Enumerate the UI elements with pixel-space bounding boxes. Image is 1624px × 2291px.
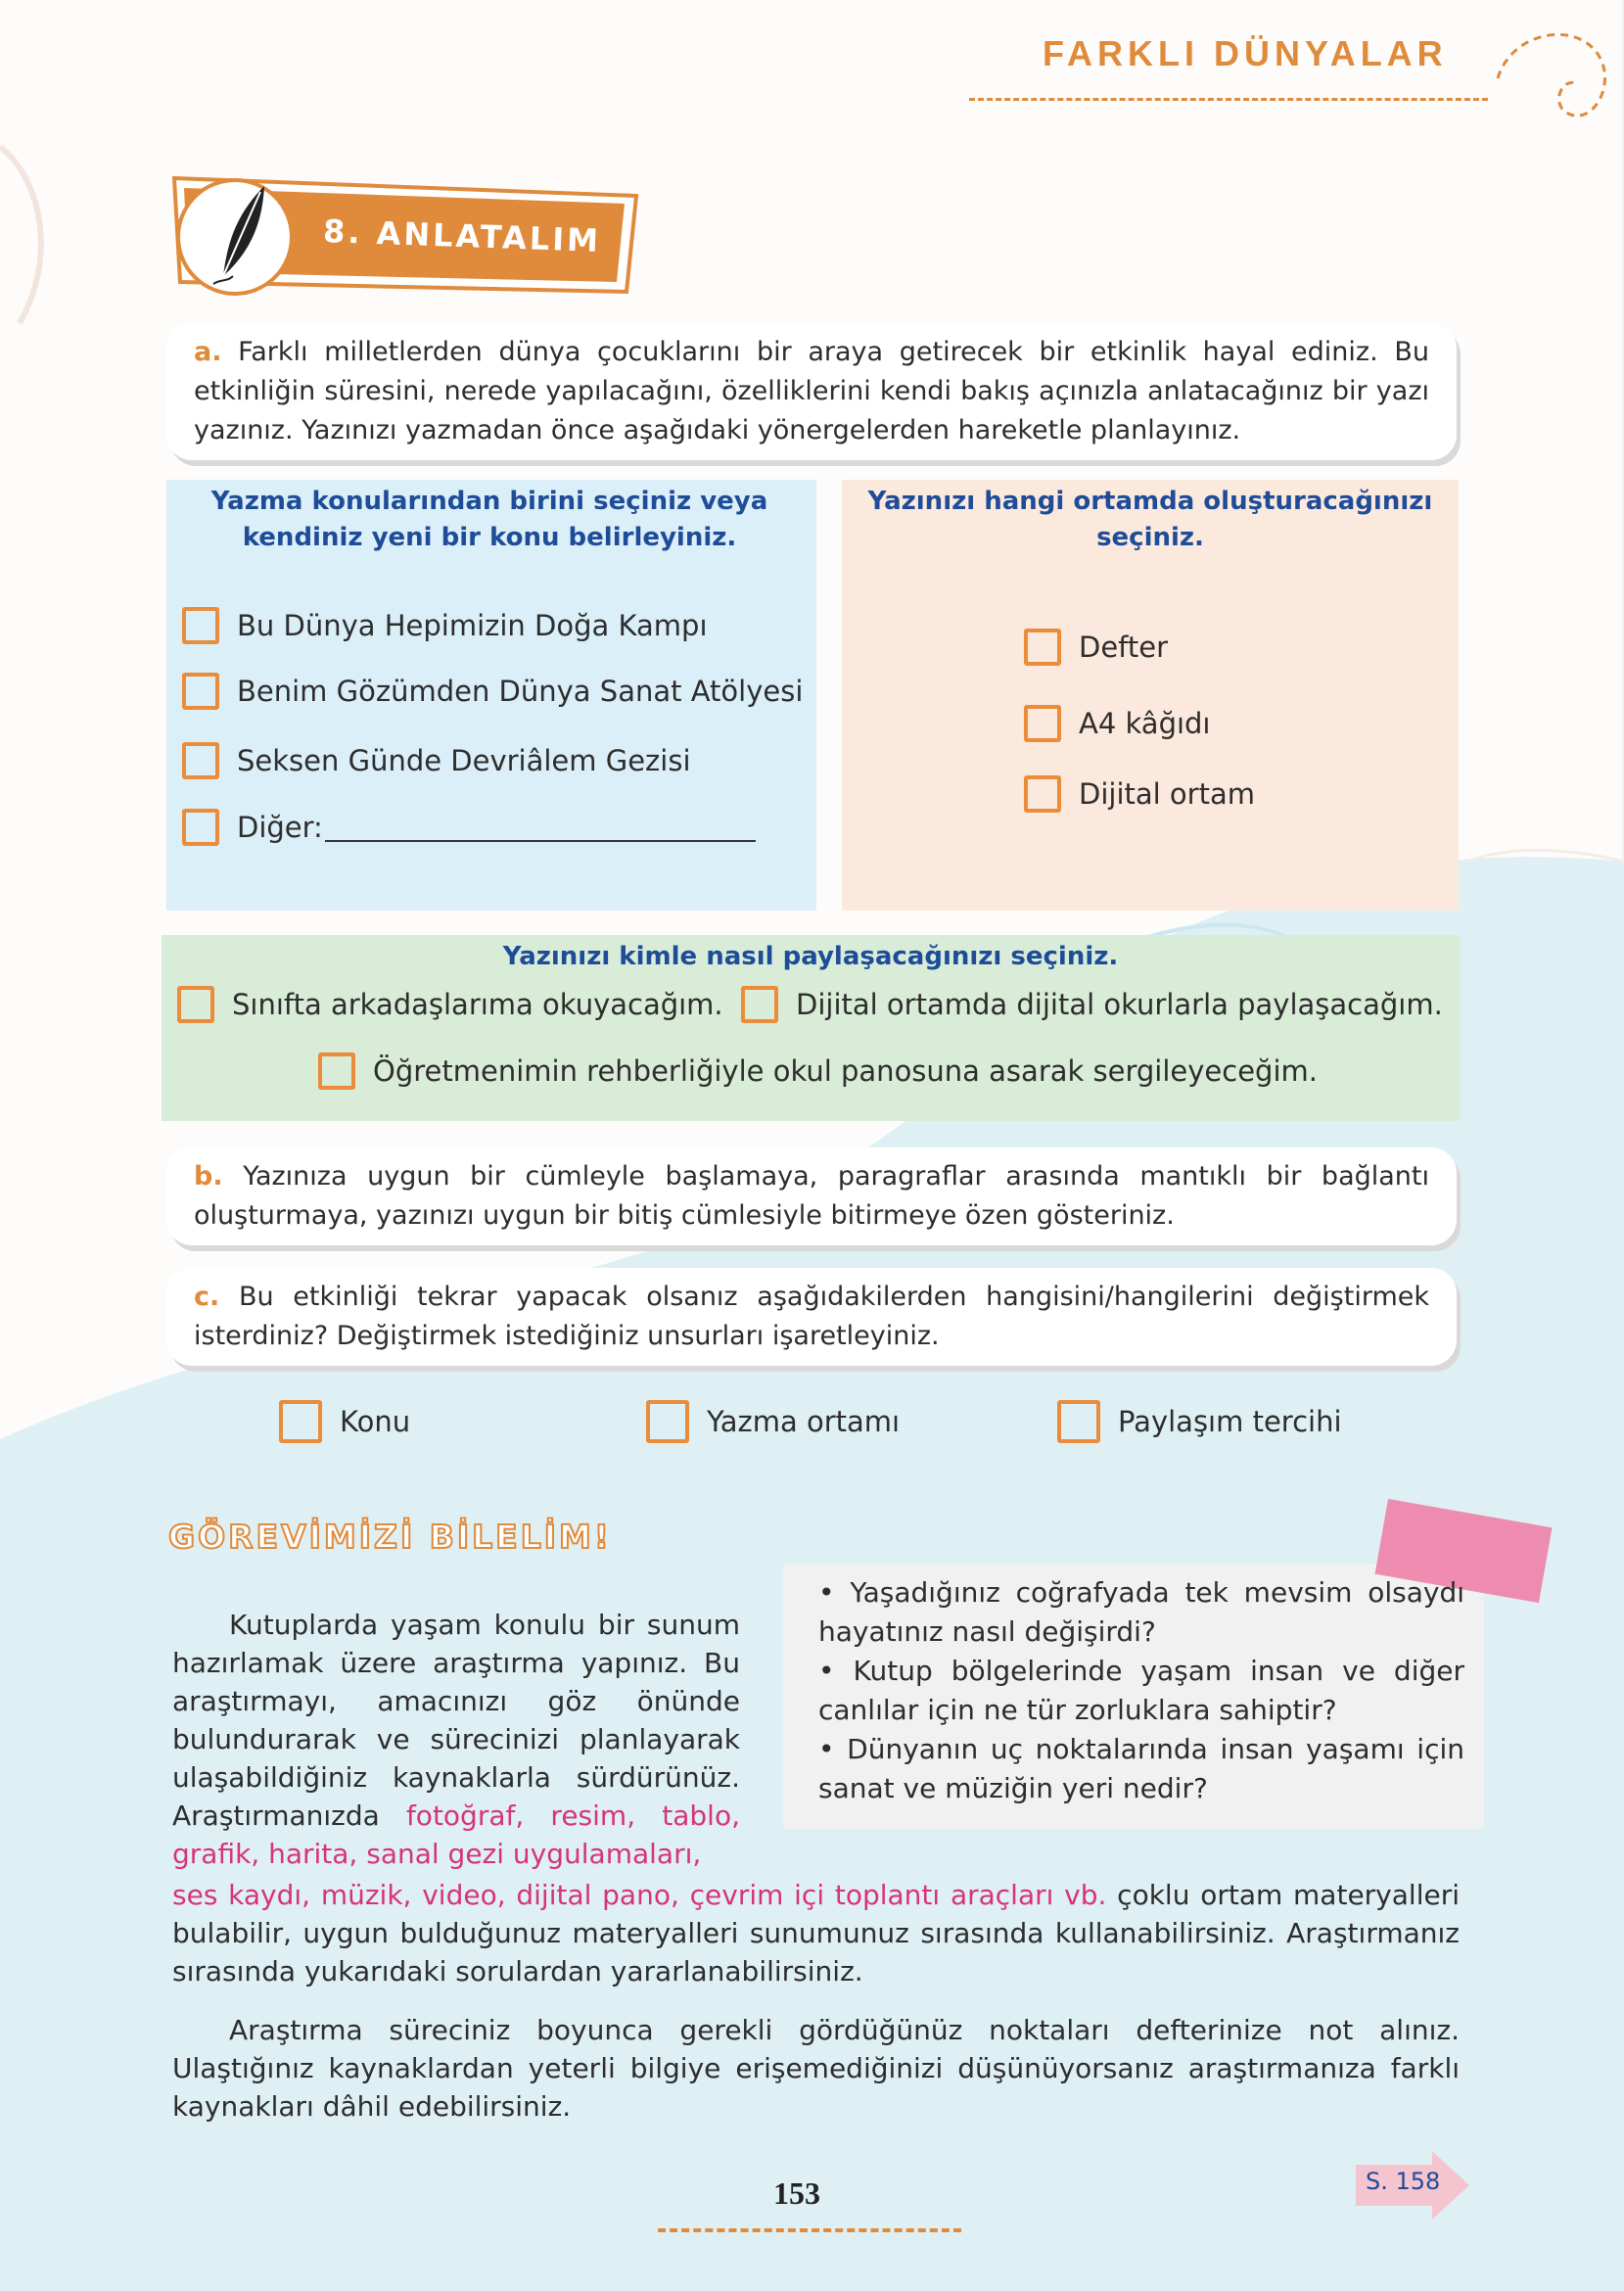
share-option-3[interactable] bbox=[318, 1052, 1318, 1090]
media-list-highlight: ses kaydı, müzik, video, dijital pano, çevrim içi toplantı araçları vb. bbox=[172, 1879, 1107, 1911]
checkbox[interactable] bbox=[279, 1400, 322, 1443]
checkbox[interactable] bbox=[1024, 629, 1061, 666]
change-option-sharing[interactable] bbox=[1057, 1400, 1342, 1443]
task-heading: GÖREVİMİZİ BİLELİM! bbox=[168, 1518, 612, 1556]
media-list-highlight: fotoğraf, resim, tablo, grafik, harita, sanal gezi uygulamaları, bbox=[172, 1800, 740, 1870]
footer-dashed-line bbox=[658, 2228, 961, 2232]
task-paragraph-2 bbox=[172, 2011, 1460, 2126]
task-paragraph-1-start bbox=[172, 1606, 740, 1873]
option-label: Dijital ortamda dijital okurlarla paylaşacağım. bbox=[796, 988, 1443, 1021]
section-c-card bbox=[166, 1268, 1457, 1366]
task-paragraph-1-end bbox=[172, 1876, 1460, 1990]
medium-option-2[interactable] bbox=[1024, 705, 1211, 742]
change-option-topic[interactable] bbox=[279, 1400, 410, 1443]
question-list bbox=[818, 1573, 1464, 1808]
medium-option-3[interactable] bbox=[1024, 775, 1255, 813]
question-item: • Yaşadığınız coğrafyada tek mevsim olsaydı hayatınız nasıl değişirdi? bbox=[818, 1576, 1464, 1648]
option-label: Öğretmenimin rehberliğiyle okul panosuna asarak sergileyeceğim. bbox=[373, 1054, 1318, 1088]
section-c-letter: c. bbox=[194, 1282, 220, 1312]
activity-number: 8. ANLATALIM bbox=[322, 212, 602, 259]
question-item: • Dünyanın uç noktalarında insan yaşamı için sanat ve müziğin yeri nedir? bbox=[818, 1733, 1464, 1804]
section-a-text: Farklı milletlerden dünya çocuklarını bir araya getirecek bir etkinlik hayal ediniz. Bu etkinliğin süresini, nerede yapılacağını, özelliklerini kendi bakış açınızla anlatacağınız bir yazı yazınız. Yazınızı yazmadan önce aşağıdaki yönergelerden hareketle planlayınız. bbox=[194, 337, 1429, 445]
section-a-letter: a. bbox=[194, 337, 222, 367]
share-box bbox=[162, 935, 1460, 1121]
checkbox[interactable] bbox=[1057, 1400, 1100, 1443]
share-option-1[interactable] bbox=[177, 986, 723, 1023]
option-label: Dijital ortam bbox=[1079, 777, 1255, 811]
checkbox[interactable] bbox=[1024, 705, 1061, 742]
checkbox[interactable] bbox=[646, 1400, 689, 1443]
other-line[interactable] bbox=[325, 813, 756, 842]
medium-box bbox=[842, 480, 1459, 911]
topic-option-other[interactable] bbox=[182, 809, 756, 846]
section-a-card bbox=[166, 323, 1457, 460]
section-b-letter: b. bbox=[194, 1161, 223, 1192]
question-item: • Kutup bölgelerinde yaşam insan ve diğer canlılar için ne tür zorluklara sahiptir? bbox=[818, 1655, 1464, 1726]
share-option-2[interactable] bbox=[741, 986, 1443, 1023]
option-label: Sınıfta arkadaşlarıma okuyacağım. bbox=[232, 988, 723, 1021]
medium-box-title: Yazınızı hangi ortamda oluşturacağınızı seçiniz. bbox=[867, 487, 1433, 552]
checkbox[interactable] bbox=[177, 986, 214, 1023]
checkbox[interactable] bbox=[182, 607, 219, 644]
option-label: Paylaşım tercihi bbox=[1118, 1405, 1342, 1438]
checkbox[interactable] bbox=[182, 809, 219, 846]
unit-title: FARKLI DÜNYALAR bbox=[1043, 33, 1448, 73]
option-label: A4 kâğıdı bbox=[1079, 707, 1211, 740]
option-label: Yazma ortamı bbox=[707, 1405, 901, 1438]
task-text: çoklu ortam materyalleri bulabilir, uygun bulduğunuz materyalleri sunumunuz sırasında kullanabilirsiniz. Araştırmanız sırasında yukarıdaki sorulardan yararlanabilirsiniz. bbox=[172, 1879, 1460, 1987]
share-box-title: Yazınızı kimle nasıl paylaşacağınızı seçiniz. bbox=[502, 942, 1119, 971]
checkbox[interactable] bbox=[741, 986, 778, 1023]
medium-option-1[interactable] bbox=[1024, 629, 1168, 666]
topic-box bbox=[166, 480, 816, 911]
option-label: Seksen Günde Devriâlem Gezisi bbox=[237, 744, 691, 777]
option-label: Benim Gözümden Dünya Sanat Atölyesi bbox=[237, 675, 804, 708]
topic-option-2[interactable] bbox=[182, 673, 803, 710]
topic-option-1[interactable] bbox=[182, 607, 708, 644]
checkbox[interactable] bbox=[318, 1052, 355, 1090]
task-text: Kutuplarda yaşam konulu bir sunum hazırlamak üzere araştırma yapınız. Bu araştırmayı, amacınızı göz önünde bulundurarak ve sürecinizi planlayarak ulaşabildiğiniz kaynaklarla sürdürünüz. Araştırmanızda bbox=[172, 1609, 740, 1832]
option-label: Diğer: bbox=[237, 811, 323, 844]
hook-decoration-icon bbox=[1493, 20, 1620, 137]
checkbox[interactable] bbox=[182, 673, 219, 710]
header-dashed-line bbox=[969, 98, 1488, 101]
change-option-medium[interactable] bbox=[646, 1400, 900, 1443]
option-label: Defter bbox=[1079, 631, 1169, 664]
option-label: Bu Dünya Hepimizin Doğa Kampı bbox=[237, 609, 708, 642]
topic-box-title: Yazma konularından birini seçiniz veya kendiniz yeni bir konu belirleyiniz. bbox=[210, 487, 768, 552]
section-b-text: Yazınıza uygun bir cümleyle başlamaya, paragraflar arasında mantıklı bir bağlantı oluşturmaya, yazınızı uygun bir bitiş cümlesiyle bitirmeye özen gösteriniz. bbox=[194, 1161, 1429, 1231]
page-number: 153 bbox=[773, 2175, 820, 2211]
checkbox[interactable] bbox=[1024, 775, 1061, 813]
section-b-card bbox=[166, 1147, 1457, 1245]
option-label: Konu bbox=[340, 1405, 411, 1438]
checkbox[interactable] bbox=[182, 742, 219, 779]
section-c-text: Bu etkinliği tekrar yapacak olsanız aşağıdakilerden hangisini/hangilerini değiştirmek isterdiniz? Değiştirmek istediğiniz unsurları işaretleyiniz. bbox=[194, 1282, 1429, 1351]
topic-option-3[interactable] bbox=[182, 742, 691, 779]
page-reference[interactable]: S. 158 bbox=[1366, 2168, 1441, 2195]
task-text: Araştırma süreciniz boyunca gerekli gördüğünüz noktaları defterinize not alınız. Ulaştığınız kaynaklardan yeterli bilgiye erişemediğinizi düşünüyorsanız araştırmanıza farklı kaynakları dâhil edebilirsiniz. bbox=[172, 2014, 1460, 2123]
